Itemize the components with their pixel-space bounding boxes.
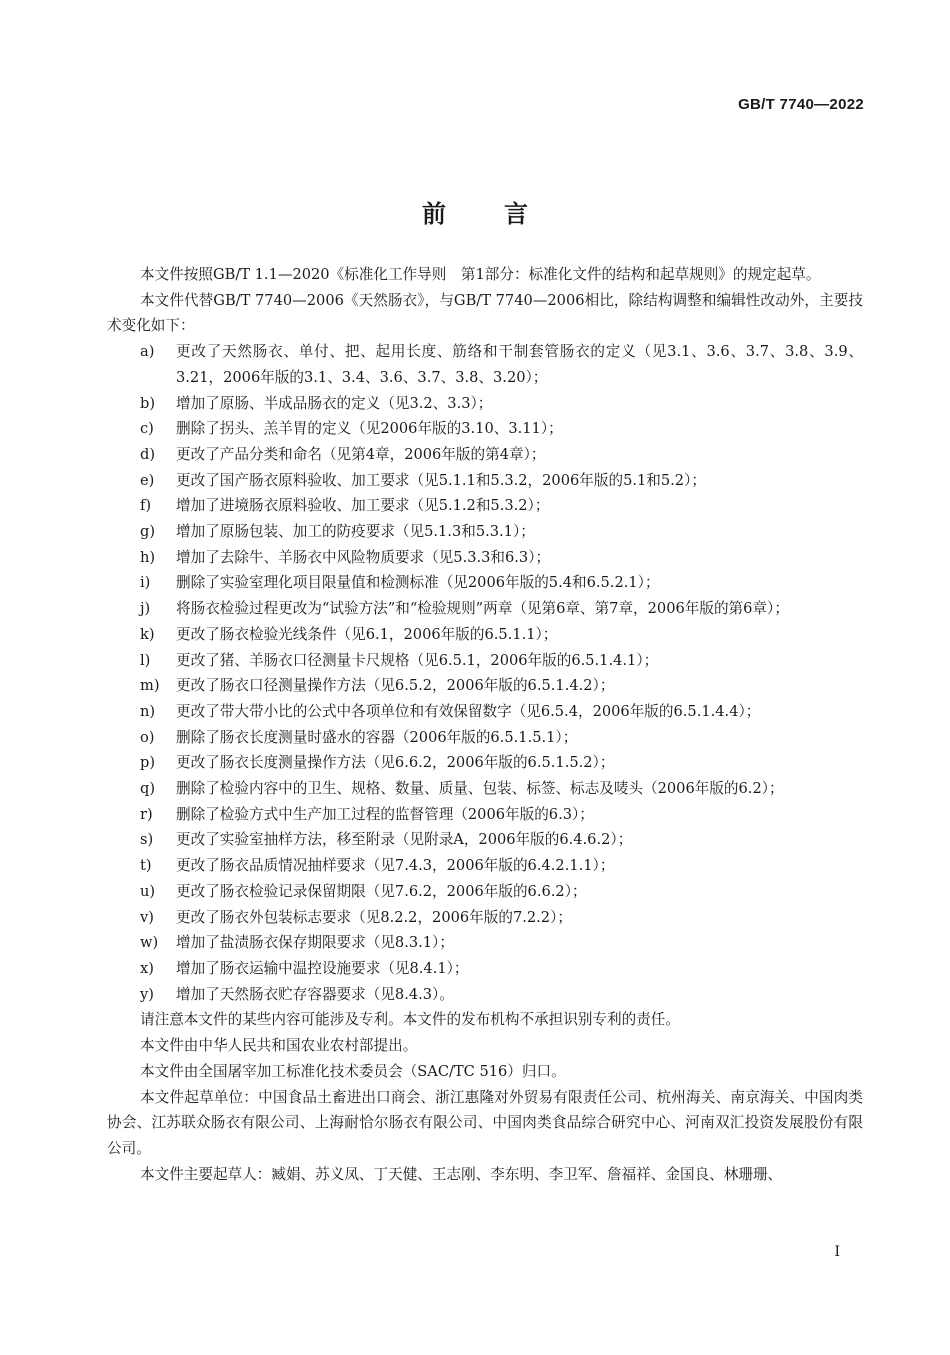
list-item: [107, 570, 863, 596]
list-item-text: 更改了带大带小比的公式中各项单位和有效保留数字（见6.5.4，2006年版的6.5.1.4.4）；: [176, 702, 761, 720]
list-item: [107, 545, 863, 571]
list-marker: h): [140, 548, 156, 566]
list-item-text: 增加了原肠、半成品肠衣的定义（见3.2、3.3）；: [176, 394, 493, 412]
list-marker: i): [140, 574, 151, 592]
list-item: [107, 725, 863, 751]
list-item: [107, 905, 863, 931]
list-item: [107, 802, 863, 828]
list-marker: j): [140, 600, 151, 618]
standard-number: GB/T 7740—2022: [738, 96, 864, 113]
list-item-text: 更改了实验室抽样方法，移至附录（见附录A，2006年版的6.4.6.2）；: [176, 831, 633, 849]
list-marker: x): [140, 959, 154, 977]
document-body: [107, 262, 863, 1187]
list-item: [107, 339, 863, 390]
list-marker: o): [140, 728, 155, 746]
list-marker: d): [140, 445, 156, 463]
list-item: [107, 468, 863, 494]
list-marker: y): [140, 985, 154, 1003]
list-item-text: 更改了肠衣检验光线条件（见6.1，2006年版的6.5.1.1）；: [176, 625, 558, 643]
list-item: [107, 827, 863, 853]
list-item-text: 删除了肠衣长度测量时盛水的容器（2006年版的6.5.1.5.1）；: [176, 728, 578, 746]
list-marker: n): [140, 702, 156, 720]
list-marker: r): [140, 805, 153, 823]
list-marker: m): [140, 677, 160, 695]
list-item: [107, 699, 863, 725]
list-marker: f): [140, 497, 152, 515]
paragraph-drafters: 本文件主要起草人：臧娟、苏义凤、丁天健、王志刚、李东明、李卫军、詹福祥、金国良、林珊珊、: [140, 1165, 783, 1183]
list-marker: l): [140, 651, 151, 669]
list-item: [107, 750, 863, 776]
list-marker: b): [140, 394, 156, 412]
list-item-text: 增加了进境肠衣原料验收、加工要求（见5.1.2和5.3.2）；: [176, 497, 550, 515]
list-item-text: 删除了实验室理化项目限量值和检测标准（见2006年版的5.4和6.5.2.1）；: [176, 574, 660, 592]
list-item-text: 删除了检验方式中生产加工过程的监督管理（2006年版的6.3）；: [176, 805, 594, 823]
list-item-text: 增加了原肠包装、加工的防疫要求（见5.1.3和5.3.1）；: [176, 523, 535, 541]
list-item-text: 增加了天然肠衣贮存容器要求（见8.4.3）。: [176, 985, 454, 1003]
list-marker: e): [140, 471, 155, 489]
changes-list: [107, 339, 863, 1007]
list-item-text: 更改了肠衣品质情况抽样要求（见7.4.3，2006年版的6.4.2.1.1）；: [176, 857, 615, 875]
list-marker: t): [140, 857, 152, 875]
list-marker: w): [140, 934, 159, 952]
list-item: [107, 879, 863, 905]
list-item: [107, 622, 863, 648]
list-item-text: 将肠衣检验过程更改为“试验方法”和“检验规则”两章（见第6章、第7章，2006年版的第6章）；: [176, 600, 789, 618]
list-item: [107, 648, 863, 674]
list-item: [107, 982, 863, 1008]
paragraph-drafting-units: 本文件起草单位：中国食品土畜进出口商会、浙江惠隆对外贸易有限责任公司、杭州海关、南京海关、中国肉类协会、江苏联众肠衣有限公司、上海耐恰尔肠衣有限公司、中国肉类食品综合研究中心、河南双汇投资发展股份有限公司。: [107, 1088, 863, 1157]
list-item-text: 更改了猪、羊肠衣口径测量卡尺规格（见6.5.1，2006年版的6.5.1.4.1）；: [176, 651, 659, 669]
list-marker: u): [140, 882, 156, 900]
list-item-text: 更改了国产肠衣原料验收、加工要求（见5.1.1和5.3.2，2006年版的5.1和5.2）；: [176, 471, 706, 489]
list-item-text: 更改了天然肠衣、单付、把、起用长度、筋络和干制套管肠衣的定义（见3.1、3.6、3.7、3.8、3.9、3.21，2006年版的3.1、3.4、3.6、3.7、3.8、3.20）；: [176, 343, 863, 386]
list-item-text: 增加了肠衣运输中温控设施要求（见8.4.1）；: [176, 959, 469, 977]
list-item: [107, 416, 863, 442]
paragraph-drafting-basis: 本文件按照GB/T 1.1—2020《标准化工作导则 第1部分：标准化文件的结构和起草规则》的规定起草。: [140, 266, 821, 283]
list-item-text: 更改了肠衣口径测量操作方法（见6.5.2，2006年版的6.5.1.4.2）；: [176, 677, 615, 695]
list-item-text: 更改了肠衣长度测量操作方法（见6.6.2，2006年版的6.5.1.5.2）；: [176, 754, 615, 772]
list-item: [107, 776, 863, 802]
paragraph-replacement: 本文件代替GB/T 7740—2006《天然肠衣》，与GB/T 7740—2006相比，除结构调整和编辑性改动外，主要技术变化如下：: [107, 291, 863, 335]
list-item-text: 删除了检验内容中的卫生、规格、数量、质量、包装、标签、标志及唛头（2006年版的6.2）；: [176, 780, 784, 798]
list-item: [107, 853, 863, 879]
list-marker: g): [140, 523, 156, 541]
list-marker: p): [140, 754, 156, 772]
paragraph-patent-notice: 请注意本文件的某些内容可能涉及专利。本文件的发布机构不承担识别专利的责任。: [140, 1011, 680, 1029]
list-item: [107, 493, 863, 519]
list-item: [107, 956, 863, 982]
list-item-text: 更改了肠衣外包装标志要求（见8.2.2，2006年版的7.2.2）；: [176, 908, 572, 926]
list-item: [107, 391, 863, 417]
list-marker: v): [140, 908, 154, 926]
page-title: 前言: [422, 200, 586, 229]
list-item-text: 增加了去除牛、羊肠衣中风险物质要求（见5.3.3和6.3）；: [176, 548, 551, 566]
paragraph-proposed-by: 本文件由中华人民共和国农业农村部提出。: [140, 1037, 418, 1055]
list-item-text: 更改了产品分类和命名（见第4章，2006年版的第4章）；: [176, 445, 546, 463]
list-marker: a): [140, 343, 155, 361]
page-number: I: [834, 1244, 840, 1260]
list-item-text: 更改了肠衣检验记录保留期限（见7.6.2，2006年版的6.6.2）；: [176, 882, 587, 900]
list-marker: q): [140, 780, 156, 798]
list-item-text: 增加了盐渍肠衣保存期限要求（见8.3.1）；: [176, 934, 454, 952]
list-item: [107, 930, 863, 956]
list-item: [107, 596, 863, 622]
list-marker: s): [140, 831, 154, 849]
paragraph-technical-committee: 本文件由全国屠宰加工标准化技术委员会（SAC/TC 516）归口。: [140, 1062, 566, 1080]
list-item-text: 删除了拐头、羔羊胃的定义（见2006年版的3.10、3.11）；: [176, 420, 563, 438]
list-marker: c): [140, 420, 154, 438]
list-item: [107, 519, 863, 545]
list-item: [107, 442, 863, 468]
list-marker: k): [140, 625, 155, 643]
list-item: [107, 673, 863, 699]
